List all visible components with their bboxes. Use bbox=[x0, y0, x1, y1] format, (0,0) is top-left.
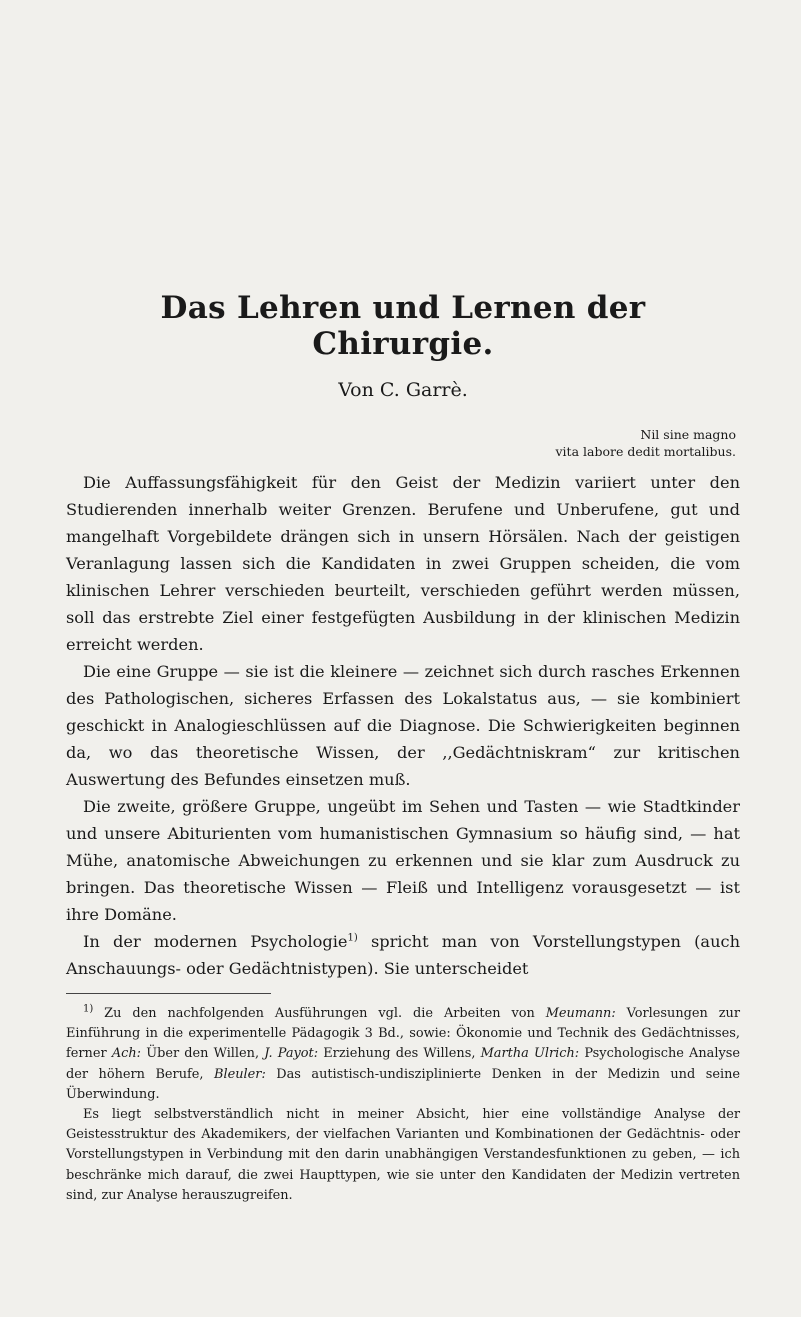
footnote-2: Es liegt selbstverständlich nicht in meiner Absicht, hier eine vollständige Analyse der Geistesstruktur des Akademikers, der vielfachen Varianten und Kombinationen der Gedächtnis- oder Vorstellungstypen in Verbindung mit den darin unabhängigen Verstandesfunktionen zu geben, — ich beschränke mich darauf, die zwei Haupttypen, wie sie unter den Kandidaten der Medizin vertreten sind, zur Analyse herauszugreifen. bbox=[66, 1107, 740, 1203]
paragraph-4-start: In der modernen Psychologie bbox=[83, 932, 348, 951]
motto bbox=[66, 426, 736, 460]
footnote-ref-1: 1) bbox=[347, 932, 358, 944]
author-payot: J. Payot: bbox=[264, 1046, 319, 1062]
paragraph-4 bbox=[66, 928, 740, 982]
footnotes bbox=[66, 1004, 740, 1206]
paragraph-4-rest: spricht man von Vorstellungstypen (auch Anschauungs- oder Gedächtnistypen). Sie unterscheidet bbox=[66, 932, 740, 978]
footnote-1-text-e: Psychologische Analyse der höhern Berufe, bbox=[66, 1046, 740, 1082]
paragraph-2: Die eine Gruppe — sie ist die kleinere — zeichnet sich durch rasches Erkennen des Pathologischen, sicheres Erfassen des Lokalstatus aus, — sie kombiniert geschickt in Analogieschlüssen auf die Diagnose. Die Schwierigkeiten beginnen da, wo das theoretische Wissen, der ,,Gedächtniskram“ zur kritischen Auswertung des Befundes einsetzen muß. bbox=[66, 662, 740, 789]
footnote-1-text-c: Über den Willen, bbox=[141, 1046, 265, 1062]
author-meumann: Meumann: bbox=[545, 1006, 616, 1021]
author-bleuler: Bleuler: bbox=[214, 1066, 266, 1082]
paragraph-3: Die zweite, größere Gruppe, ungeübt im Sehen und Tasten — wie Stadtkinder und unsere Abiturienten vom humanistischen Gymnasium so häufig sind, — hat Mühe, anatomische Abweichungen zu erkennen und sie klar zum Ausdruck zu bringen. Das theoretische Wissen — Fleiß und Intelligenz vorausgesetzt — ist ihre Domäne. bbox=[66, 797, 740, 924]
page bbox=[66, 290, 740, 1206]
footnote-1-text-f: Das autistisch-undisziplinierte Denken in der Medizin und seine Überwindung. bbox=[66, 1066, 741, 1102]
motto-line-1: Nil sine magno bbox=[640, 427, 736, 442]
author-line: Von C. Garrè. bbox=[338, 379, 468, 401]
footnote-divider bbox=[66, 993, 271, 994]
body-text bbox=[66, 469, 740, 982]
author-ach: Ach: bbox=[111, 1046, 142, 1062]
footnote-1-text-a: Zu den nachfolgenden Ausführungen vgl. die Arbeiten von bbox=[93, 1006, 546, 1021]
article-title: Das Lehren und Lernen der Chirurgie. bbox=[160, 290, 646, 362]
paragraph-1: Die Auffassungsfähigkeit für den Geist der Medizin variiert unter den Studierenden innerhalb weiter Grenzen. Berufene und Unberufene, gut und mangelhaft Vorgebildete drängen sich in unsern Hörsälen. Nach der geistigen Veranlagung lassen sich die Kandidaten in zwei Gruppen scheiden, die vom klinischen Lehrer verschieden beurteilt, verschieden geführt werden müssen, soll das erstrebte Ziel einer festgefügten Ausbildung in der klinischen Medizin erreicht werden. bbox=[66, 473, 740, 654]
footnote-1-text-d: Erziehung des Willens, bbox=[318, 1046, 481, 1062]
author-ulrich: Martha Ulrich: bbox=[480, 1046, 580, 1062]
footnote-1 bbox=[66, 1004, 740, 1105]
footnote-1-text-b: Vorlesungen zur Einführung in die experimentelle Pädagogik 3 Bd., sowie: Ökonomie und Technik des Gedächtnisses, ferner bbox=[66, 1006, 741, 1062]
footnote-1-mark: 1) bbox=[83, 1003, 94, 1015]
motto-line-2: vita labore dedit mortalibus. bbox=[555, 444, 736, 459]
